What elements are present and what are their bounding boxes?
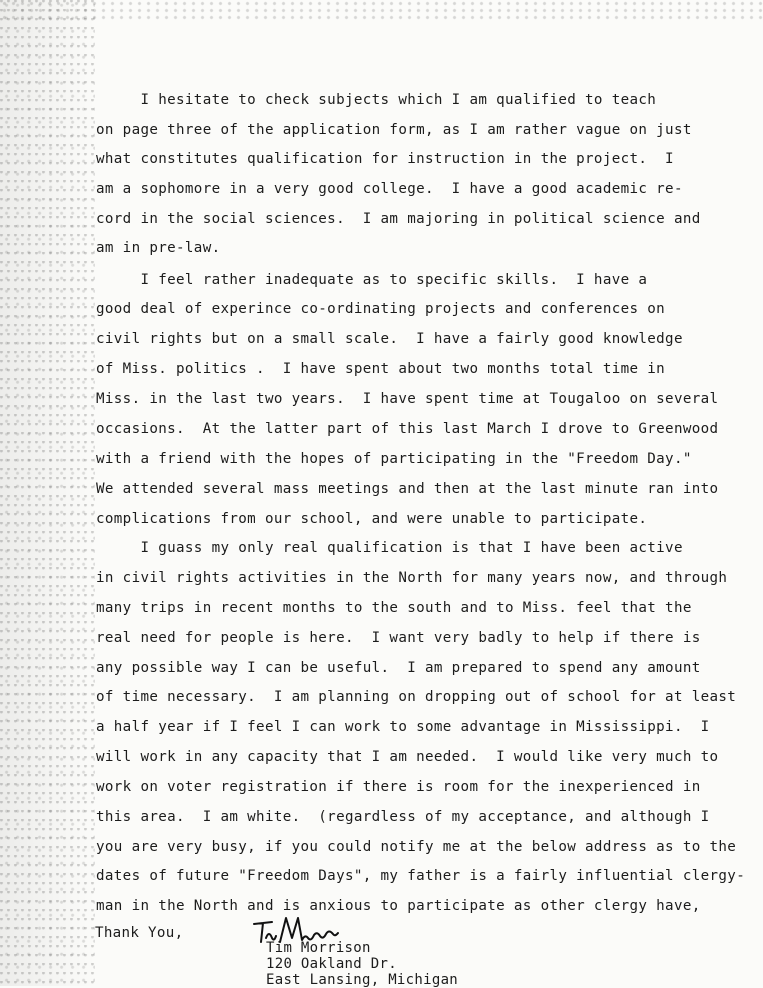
letter-line: cord in the social sciences. I am majoring in political science and: [96, 211, 701, 227]
letter-line: am a sophomore in a very good college. I have a good academic re-: [96, 181, 683, 197]
letter-line: any possible way I can be useful. I am prepared to spend any amount: [96, 660, 701, 676]
letter-line: civil rights but on a small scale. I have a fairly good knowledge: [96, 331, 683, 347]
letter-line: you are very busy, if you could notify me at the below address as to the: [96, 839, 737, 855]
letter-line: work on voter registration if there is room for the inexperienced in: [96, 779, 701, 795]
letter-line: many trips in recent months to the south and to Miss. feel that the: [96, 600, 692, 616]
letter-line: am in pre-law.: [96, 240, 221, 256]
letter-line: of Miss. politics . I have spent about two months total time in: [96, 361, 666, 377]
letter-line: man in the North and is anxious to participate as other clergy have,: [96, 898, 701, 914]
letter-line: We attended several mass meetings and then at the last minute ran into: [96, 481, 719, 497]
letter-line: complications from our school, and were unable to participate.: [96, 511, 648, 527]
closing-salutation: Thank You,: [95, 925, 184, 941]
letter-line: on page three of the application form, as I am rather vague on just: [96, 122, 692, 138]
sender-name: Tim Morrison: [266, 940, 371, 956]
sender-street: 120 Oakland Dr.: [266, 956, 397, 972]
letter-line: good deal of experince co-ordinating projects and conferences on: [96, 301, 666, 317]
letter-line: I hesitate to check subjects which I am qualified to teach: [96, 92, 657, 108]
sender-city: East Lansing, Michigan: [266, 972, 459, 988]
letter-line: occasions. At the latter part of this last March I drove to Greenwood: [96, 421, 719, 437]
letter-line: what constitutes qualification for instruction in the project. I: [96, 151, 674, 167]
letter-line: I guass my only real qualification is that I have been active: [96, 540, 683, 556]
letter-line: I feel rather inadequate as to specific skills. I have a: [96, 272, 648, 288]
letter-line: dates of future "Freedom Days", my father is a fairly influential clergy-: [96, 868, 746, 884]
letter-line: of time necessary. I am planning on dropping out of school for at least: [96, 689, 737, 705]
letter-line: with a friend with the hopes of participating in the "Freedom Day.": [96, 451, 692, 467]
letter-line: a half year if I feel I can work to some advantage in Mississippi. I: [96, 719, 710, 735]
letter-line: Miss. in the last two years. I have spent time at Tougaloo on several: [96, 391, 719, 407]
letter-line: will work in any capacity that I am needed. I would like very much to: [96, 749, 719, 765]
letter-line: in civil rights activities in the North for many years now, and through: [96, 570, 728, 586]
letter-line: this area. I am white. (regardless of my acceptance, and although I: [96, 809, 710, 825]
letter-line: real need for people is here. I want very badly to help if there is: [96, 630, 701, 646]
